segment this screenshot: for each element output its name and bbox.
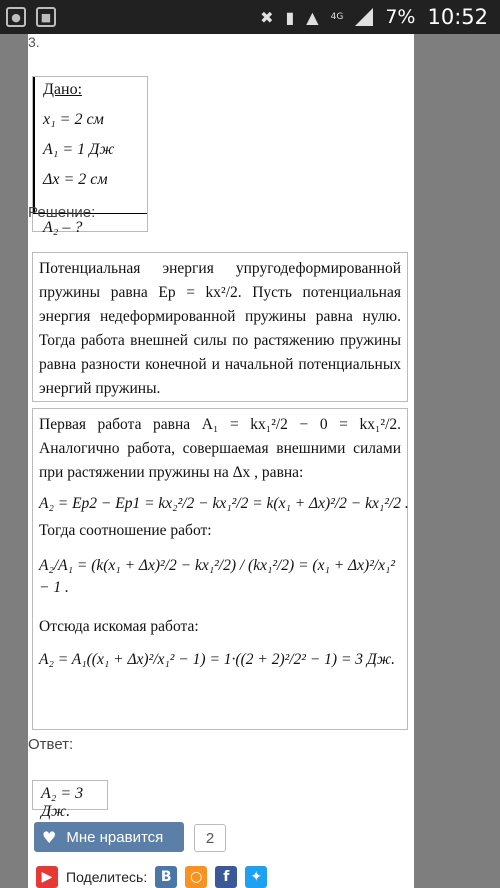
wifi-icon: ▲ — [306, 7, 319, 27]
derivation-box — [32, 408, 408, 730]
like-count: 2 — [194, 824, 226, 852]
ratio-label: Тогда соотношение работ: — [39, 522, 212, 539]
answer-value: A₂ = 3 Дж. — [41, 785, 84, 820]
answer-label: Ответ: — [28, 736, 74, 753]
problem-number: 3. — [28, 34, 40, 50]
solution-box — [32, 252, 408, 402]
given-title: Дано: — [43, 81, 83, 98]
heart-icon: ♥ — [42, 827, 57, 847]
find-line: A₂ – ? — [43, 219, 83, 236]
result-equation: A₂ = A₁((x₁ + Δx)²/x₁² − 1) = 1·((2 + 2)²/2² − 1) = 3 Дж. — [39, 651, 396, 668]
solution-label: Решение: — [28, 204, 96, 221]
given-line: x₁ = 2 см — [43, 111, 104, 128]
solution-text: Потенциальная энергия упругодеформированной пружины равна Eр = kx²/2. Пусть потенциальная энергия недеформированной пружины равна нулю. Тогда работа внешней силы по растяжению пружины равна разности конечной и начальной потенциальных энергий пружины. — [39, 260, 401, 397]
work2-equation: A₂ = Eр2 − Eр1 = kx₂²/2 − kx₁²/2 = k(x₁ + Δx)²/2 − kx₁²/2 . — [39, 495, 409, 512]
clock: 10:52 — [427, 5, 488, 29]
first-work-text: Первая работа равна A₁ = kx₁²/2 − 0 = kx₁²/2. Аналогично работа, совершаемая внешними силами при растяжении пружины на Δx , равна: — [39, 416, 401, 481]
given-line: Δx = 2 см — [43, 171, 108, 188]
ratio-equation: A₂/A₁ = (k(x₁ + Δx)²/2 − kx₁²/2) / (kx₁²/2) = (x₁ + Δx)²/x₁² − 1 . — [39, 557, 396, 596]
signal-icon — [355, 8, 373, 26]
result-label: Отсюда искомая работа: — [39, 618, 199, 635]
share-row — [36, 866, 267, 888]
given-line: A₁ = 1 Дж — [43, 141, 115, 158]
mute-icon: ✖ — [260, 7, 274, 27]
vk-icon[interactable]: B — [155, 866, 177, 888]
sim-icon: ▮ — [285, 7, 295, 27]
network-type: 4G — [330, 11, 344, 22]
like-button[interactable] — [34, 822, 184, 852]
notification-icon: ● — [6, 7, 26, 27]
share-icon: ▶ — [36, 866, 58, 888]
image-icon: ■ — [36, 7, 56, 27]
content-column — [28, 34, 414, 888]
answer-box — [32, 780, 108, 820]
share-label: Поделитесь: — [66, 869, 148, 885]
facebook-icon[interactable]: f — [215, 866, 237, 888]
like-label: Мне нравится — [66, 828, 164, 846]
battery-level: 7% — [385, 6, 416, 28]
odnoklassniki-icon[interactable]: ○ — [185, 866, 207, 888]
status-bar — [0, 0, 500, 34]
twitter-icon[interactable]: ✦ — [245, 866, 267, 888]
